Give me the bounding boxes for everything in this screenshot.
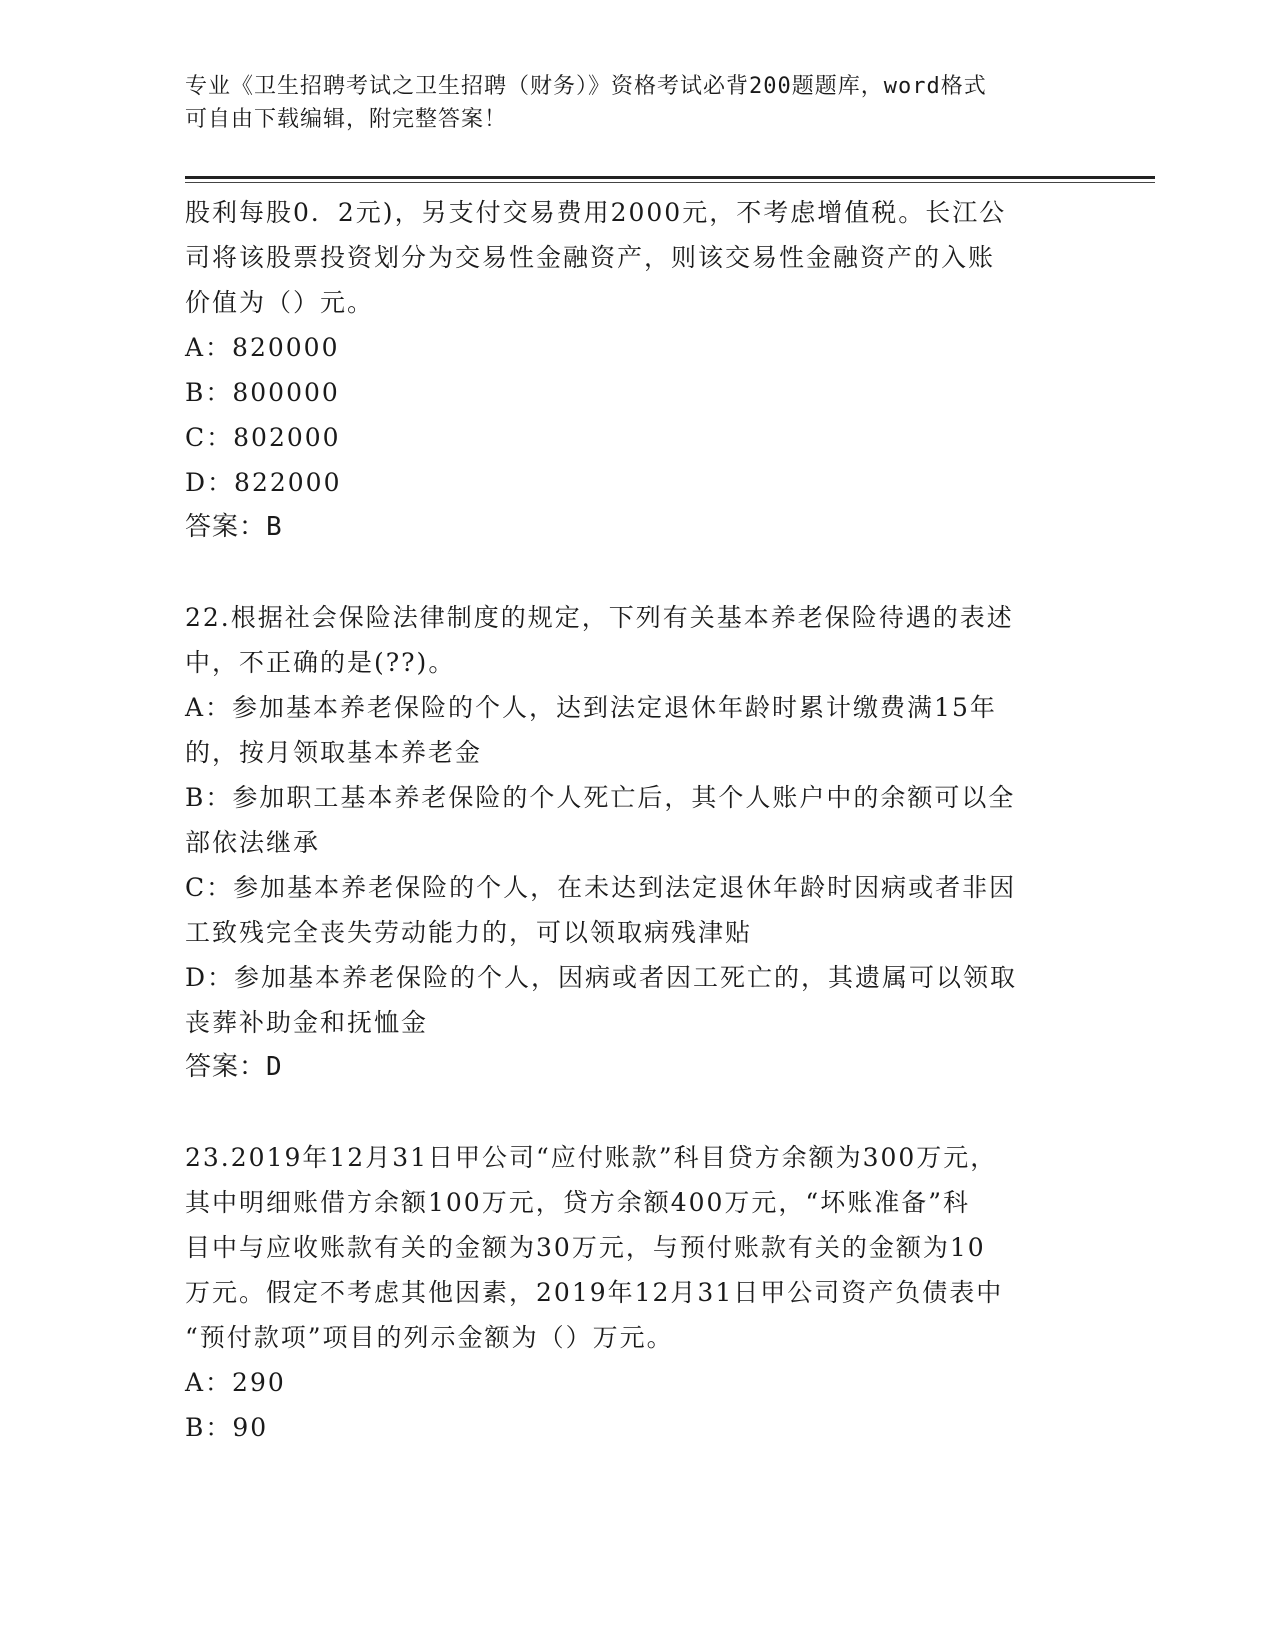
question-23-stem-line: 万元。假定不考虑其他因素，2019年12月31日甲公司资产负债表中 <box>185 1278 1004 1307</box>
question-21-option-b: B：800000 <box>185 378 340 407</box>
question-22-option-a-cont: 的，按月领取基本养老金 <box>185 738 483 767</box>
question-21-answer: 答案：B <box>185 512 283 542</box>
question-22-option-d-cont: 丧葬补助金和抚恤金 <box>185 1008 429 1037</box>
spacer <box>185 1090 1085 1135</box>
header-line-1: 专业《卫生招聘考试之卫生招聘（财务）》资格考试必背200题题库，word格式 <box>185 74 987 99</box>
question-content <box>185 190 1085 1450</box>
question-21-option-c: C：802000 <box>185 423 341 452</box>
question-22-option-a: A：参加基本养老保险的个人，达到法定退休年龄时累计缴费满15年 <box>185 693 997 722</box>
question-22-option-c-cont: 工致残完全丧失劳动能力的，可以领取病残津贴 <box>185 918 753 947</box>
question-21 <box>185 190 1085 550</box>
question-22-option-d: D：参加基本养老保险的个人，因病或者因工死亡的，其遗属可以领取 <box>185 963 1018 992</box>
question-23-stem-line: 23.2019年12月31日甲公司“应付账款”科目贷方余额为300万元， <box>185 1143 998 1172</box>
document-header <box>185 70 1065 136</box>
header-rule-thin <box>185 182 1155 183</box>
question-22-stem-line: 中，不正确的是(??)。 <box>185 648 456 677</box>
question-22-option-b: B：参加职工基本养老保险的个人死亡后，其个人账户中的余额可以全 <box>185 783 1016 812</box>
question-23-option-a: A：290 <box>185 1368 286 1397</box>
question-21-stem-line: 司将该股票投资划分为交易性金融资产，则该交易性金融资产的入账 <box>185 243 996 272</box>
question-22-option-b-cont: 部依法继承 <box>185 828 321 857</box>
question-21-stem-line: 股利每股0．2元)，另支付交易费用2000元，不考虑增值税。长江公 <box>185 198 1007 227</box>
question-22-stem-line: 22.根据社会保险法律制度的规定，下列有关基本养老保险待遇的表述 <box>185 603 1014 632</box>
header-rule-thick <box>185 176 1155 179</box>
question-21-option-d: D：822000 <box>185 468 342 497</box>
question-22 <box>185 595 1085 1090</box>
question-23 <box>185 1135 1085 1450</box>
question-22-option-c: C：参加基本养老保险的个人，在未达到法定退休年龄时因病或者非因 <box>185 873 1017 902</box>
question-21-option-a: A：820000 <box>185 333 340 362</box>
question-22-answer: 答案：D <box>185 1052 283 1082</box>
question-23-stem-line: 目中与应收账款有关的金额为30万元，与预付账款有关的金额为10 <box>185 1233 986 1262</box>
spacer <box>185 550 1085 595</box>
question-21-stem-line: 价值为（）元。 <box>185 288 375 317</box>
header-line-2: 可自由下载编辑，附完整答案！ <box>185 107 508 132</box>
question-23-stem-line: 其中明细账借方余额100万元，贷方余额400万元，“坏账准备”科 <box>185 1188 970 1217</box>
question-23-option-b: B：90 <box>185 1413 269 1442</box>
question-23-stem-line: “预付款项”项目的列示金额为（）万元。 <box>185 1323 674 1352</box>
